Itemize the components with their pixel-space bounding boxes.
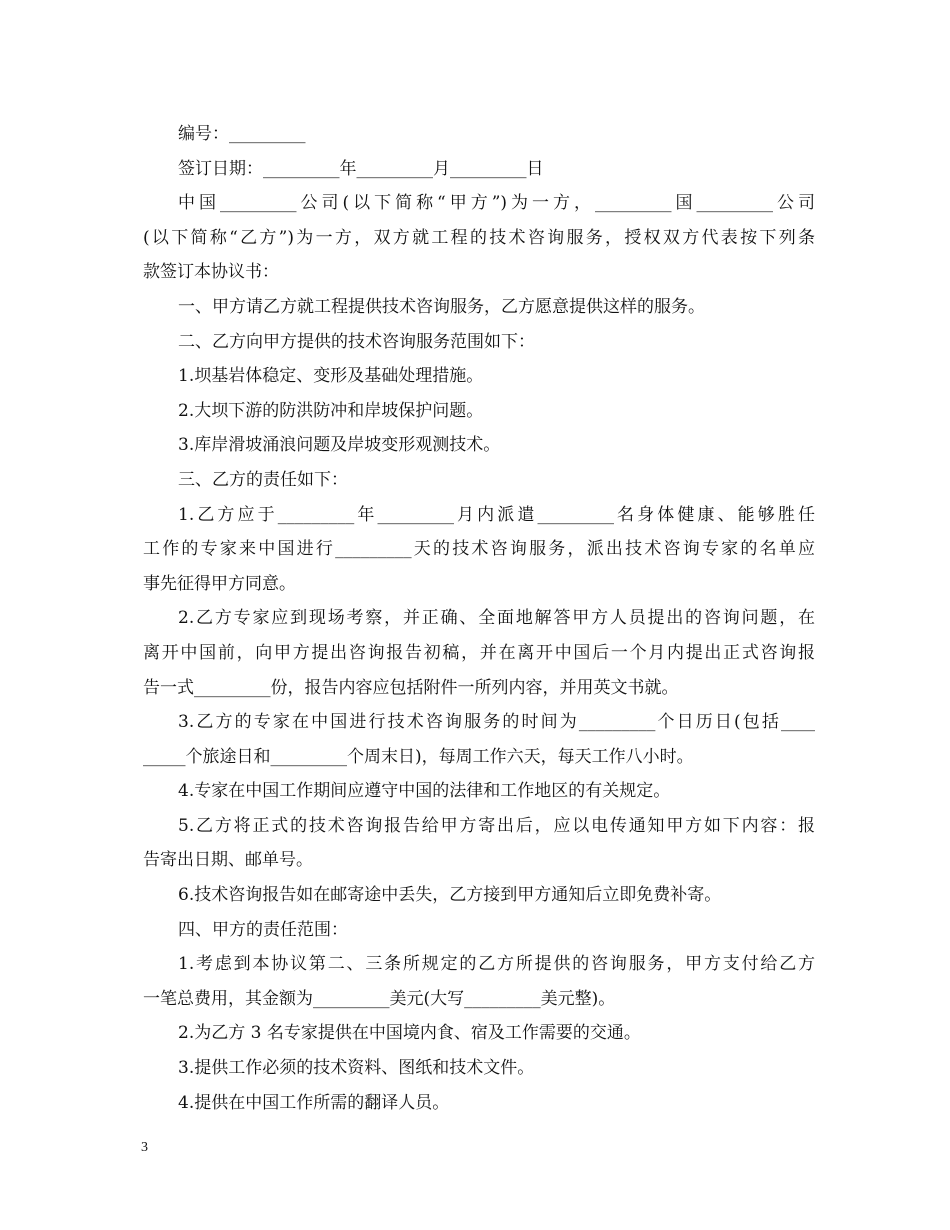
page-number: 3: [141, 1140, 148, 1155]
list-item: 3.库岸滑坡涌浪问题及岸坡变形观测技术。: [178, 435, 501, 456]
signing-date-line: 签订日期：_________年_________月_________日: [178, 158, 544, 179]
paragraph-line: (以下简称“乙方”)为一方，双方就工程的技术咨询服务，授权双方代表按下列条: [143, 227, 815, 248]
clause-heading: 四、甲方的责任范围：: [178, 919, 348, 940]
list-item: 4.提供在中国工作所需的翻译人员。: [178, 1092, 450, 1113]
paragraph-line: 款签订本协议书：: [143, 262, 279, 283]
list-item: 4.专家在中国工作期间应遵守中国的法律和工作地区的有关规定。: [178, 781, 671, 802]
list-item-continuation: 一笔总费用，其金额为_________美元(大写_________美元整)。: [143, 988, 616, 1009]
clause-heading: 二、乙方向甲方提供的技术咨询服务范围如下：: [178, 331, 535, 352]
list-item: 6.技术咨询报告如在邮寄途中丢失，乙方接到甲方通知后立即免费补寄。: [178, 885, 722, 906]
document-body: [143, 117, 815, 1120]
paragraph-line: 中国_________公司(以下简称“甲方”)为一方，_________国_________公司: [178, 193, 815, 214]
list-item: 2.大坝下游的防洪防冲和岸坡保护问题。: [178, 400, 484, 421]
contract-number-line: 编号：_________: [178, 124, 306, 144]
list-item-continuation: 告一式_________份，报告内容应包括附件一所列内容，并用英文书就。: [143, 677, 679, 698]
list-item-continuation: 事先征得甲方同意。: [143, 573, 296, 594]
list-item: 3.乙方的专家在中国进行技术咨询服务的时间为_________个日历日(包括____: [178, 712, 815, 733]
list-item: 5.乙方将正式的技术咨询报告给甲方寄出后，应以电传通知甲方如下内容：报: [178, 815, 815, 836]
clause-heading: 一、甲方请乙方就工程提供技术咨询服务，乙方愿意提供这样的服务。: [178, 296, 705, 317]
list-item: 1.考虑到本协议第二、三条所规定的乙方所提供的咨询服务，甲方支付给乙方: [178, 954, 815, 975]
list-item-continuation: _____个旅途日和_________个周末日)，每周工作六天，每天工作八小时。: [143, 746, 694, 767]
list-item: 1.坝基岩体稳定、变形及基础处理措施。: [178, 366, 484, 387]
list-item: 2.为乙方 3 名专家提供在中国境内食、宿及工作需要的交通。: [178, 1023, 641, 1044]
list-item-continuation: 告寄出日期、邮单号。: [143, 850, 313, 871]
list-item-continuation: 离开中国前，向甲方提出咨询报告初稿，并在离开中国后一个月内提出正式咨询报: [143, 642, 815, 663]
list-item: 2.乙方专家应到现场考察，并正确、全面地解答甲方人员提出的咨询问题，在: [178, 608, 815, 629]
clause-heading: 三、乙方的责任如下：: [178, 469, 348, 490]
list-item: 3.提供工作必须的技术资料、图纸和技术文件。: [178, 1058, 535, 1079]
list-item: 1.乙方应于_________年_________月内派遣_________名身体健康、能够胜任: [178, 504, 815, 525]
list-item-continuation: 工作的专家来中国进行_________天的技术咨询服务，派出技术咨询专家的名单应: [143, 539, 815, 560]
